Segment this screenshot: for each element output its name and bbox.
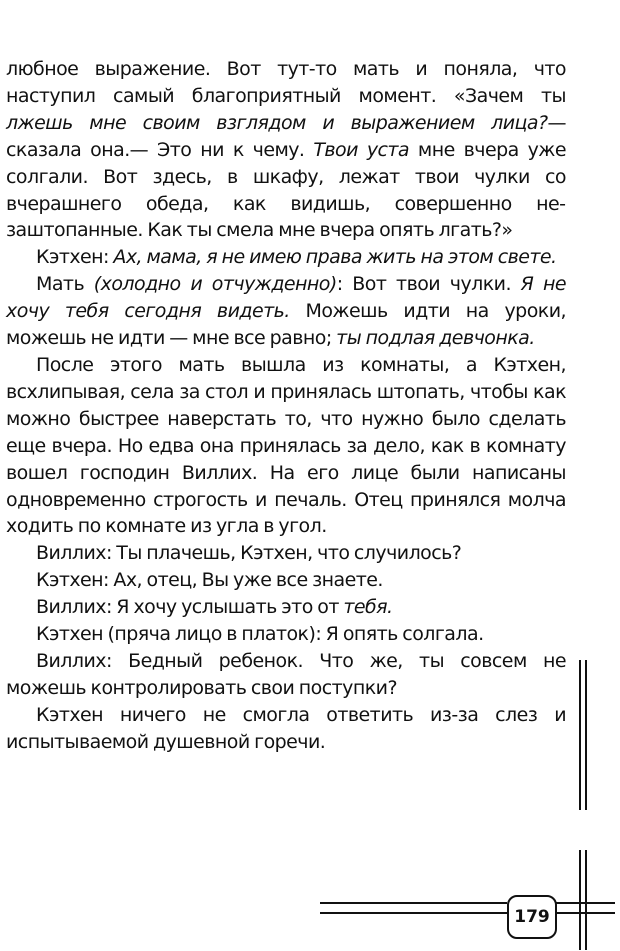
text-run: мне вчера уже солгали. Вот здесь, в шкафу, лежат твои чулки со вчерашнего обеда, как видишь, совершенно незаштопанные. Как ты смела мне вчера опять лгать?»	[6, 138, 566, 242]
italic-text: ты подлая девчонка.	[336, 327, 535, 350]
italic-text: Ах, мама, я не имею права жить на этом свете.	[113, 246, 557, 269]
paragraph	[6, 702, 566, 756]
paragraph	[6, 352, 566, 540]
text-run: Мать	[36, 273, 94, 296]
text-run: Виллих: Ты плачешь, Кэтхен, что случилось?	[36, 542, 462, 565]
italic-text: Я не хочу тебя сегодня видеть.	[6, 273, 567, 323]
bottom-rule-4	[555, 912, 615, 914]
paragraph	[6, 567, 566, 594]
right-rule-1	[579, 660, 581, 810]
text-run: Виллих: Бедный ребенок. Что же, ты совсем не можешь контролировать свои поступки?	[6, 649, 566, 699]
paragraph	[6, 621, 566, 648]
bottom-rule-2	[320, 912, 507, 914]
text-run: Кэтхен ничего не смогла ответить из-за слез и испытываемой душевной горечи.	[6, 703, 566, 753]
italic-text: лжешь мне своим взглядом и выражением лица?	[6, 111, 548, 134]
paragraph	[6, 648, 566, 702]
right-rule-3	[579, 850, 581, 950]
text-run: любное выражение. Вот тут-то мать и поняла, что наступил самый благоприятный момент. «Зачем ты	[6, 58, 566, 107]
page-number: 179	[507, 895, 557, 939]
text-run: — сказала она.— Это ни к чему.	[6, 111, 566, 161]
text-run: После этого мать вышла из комнаты, а Кэтхен, всхлипывая, села за стол и принялась штопать, чтобы как можно быстрее наверстать то, что нужно было сделать еще вчера. Но едва она принялась за дело, как в комнату вошел господин Виллих. На его лице были написаны одновременно строгость и печаль. Отец принялся молча ходить по комнате из угла в угол.	[6, 353, 566, 538]
body-text	[6, 56, 566, 756]
bottom-rule-1	[320, 902, 507, 904]
paragraph	[6, 244, 566, 271]
right-rule-4	[585, 850, 587, 950]
text-run: Кэтхен: Ах, отец, Вы уже все знаете.	[36, 569, 383, 592]
italic-text: Твои уста	[313, 138, 410, 161]
text-run: Кэтхен (пряча лицо в платок): Я опять солгала.	[36, 623, 484, 646]
paragraph	[6, 540, 566, 567]
text-run: Виллих: Я хочу услышать это от	[36, 596, 344, 619]
italic-text: тебя.	[343, 596, 393, 619]
paragraph	[6, 56, 566, 244]
text-run: : Вот твои чулки.	[336, 273, 521, 296]
italic-text: (холодно и отчужденно)	[93, 273, 337, 296]
paragraph	[6, 594, 566, 621]
right-rule-2	[585, 660, 587, 810]
text-run: Кэтхен:	[36, 246, 114, 269]
bottom-rule-3	[555, 902, 615, 904]
paragraph	[6, 271, 566, 352]
text-run: Можешь идти на уроки, можешь не идти — мне все равно;	[6, 300, 566, 350]
